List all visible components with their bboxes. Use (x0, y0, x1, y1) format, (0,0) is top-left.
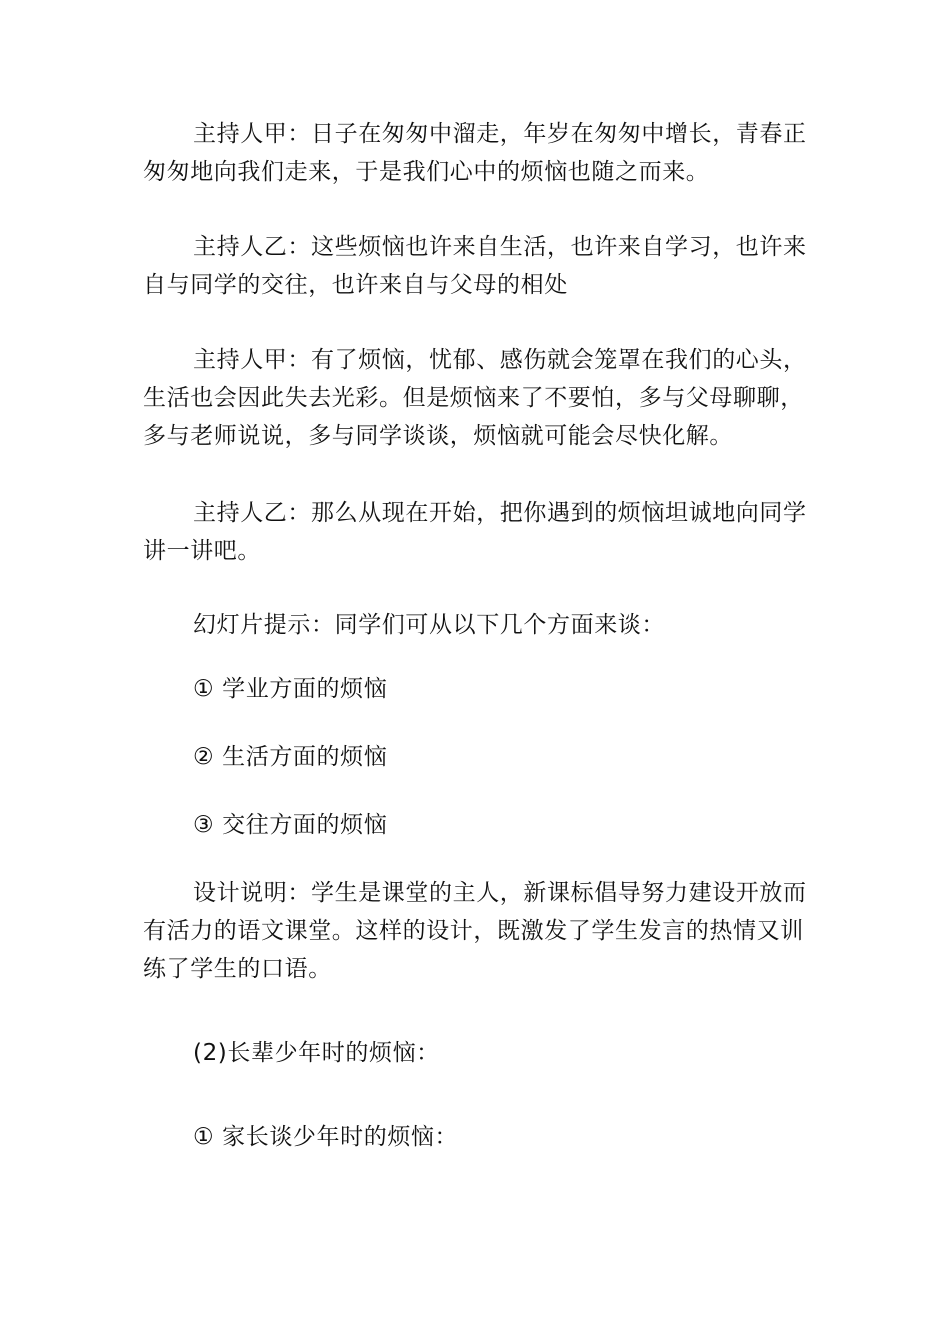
paragraph-line: 讲一讲吧。 (143, 538, 261, 564)
slide-hint: 幻灯片提示：同学们可从以下几个方面来谈： (193, 612, 665, 638)
paragraph-line: 匆匆地向我们走来，于是我们心中的烦恼也随之而来。 (143, 159, 710, 185)
list-item: ③ 交往方面的烦恼 (193, 812, 388, 838)
paragraph-line: 有活力的语文课堂。这样的设计，既激发了学生发言的热情又训 (143, 918, 804, 944)
paragraph-line: 主持人乙：这些烦恼也许来自生活，也许来自学习，也许来 (193, 234, 807, 260)
paragraph-line: 主持人甲：有了烦恼，忧郁、感伤就会笼罩在我们的心头， (193, 347, 807, 373)
paragraph-design-note (143, 874, 813, 988)
list-item: ① 家长谈少年时的烦恼： (193, 1124, 459, 1150)
list-item: ① 学业方面的烦恼 (193, 676, 388, 702)
paragraph-line: 自与同学的交往，也许来自与父母的相处 (143, 272, 568, 298)
paragraph-host-b-sources (143, 228, 813, 304)
paragraph-line: 生活也会因此失去光彩。但是烦恼来了不要怕，多与父母聊聊， (143, 385, 804, 411)
paragraph-host-a-advice (143, 341, 813, 455)
list-item: ② 生活方面的烦恼 (193, 744, 388, 770)
paragraph-host-b-invite (143, 494, 813, 570)
paragraph-line: 主持人乙：那么从现在开始，把你遇到的烦恼坦诚地向同学 (193, 500, 807, 526)
paragraph-line: 主持人甲：日子在匆匆中溜走，年岁在匆匆中增长，青春正 (193, 121, 807, 147)
paragraph-line: 练了学生的口语。 (143, 956, 332, 982)
section-heading: (2)长辈少年时的烦恼： (193, 1040, 440, 1066)
paragraph-line: 多与老师说说，多与同学谈谈，烦恼就可能会尽快化解。 (143, 423, 733, 449)
paragraph-line: 设计说明：学生是课堂的主人，新课标倡导努力建设开放而 (193, 880, 807, 906)
paragraph-host-a-intro (143, 115, 813, 191)
